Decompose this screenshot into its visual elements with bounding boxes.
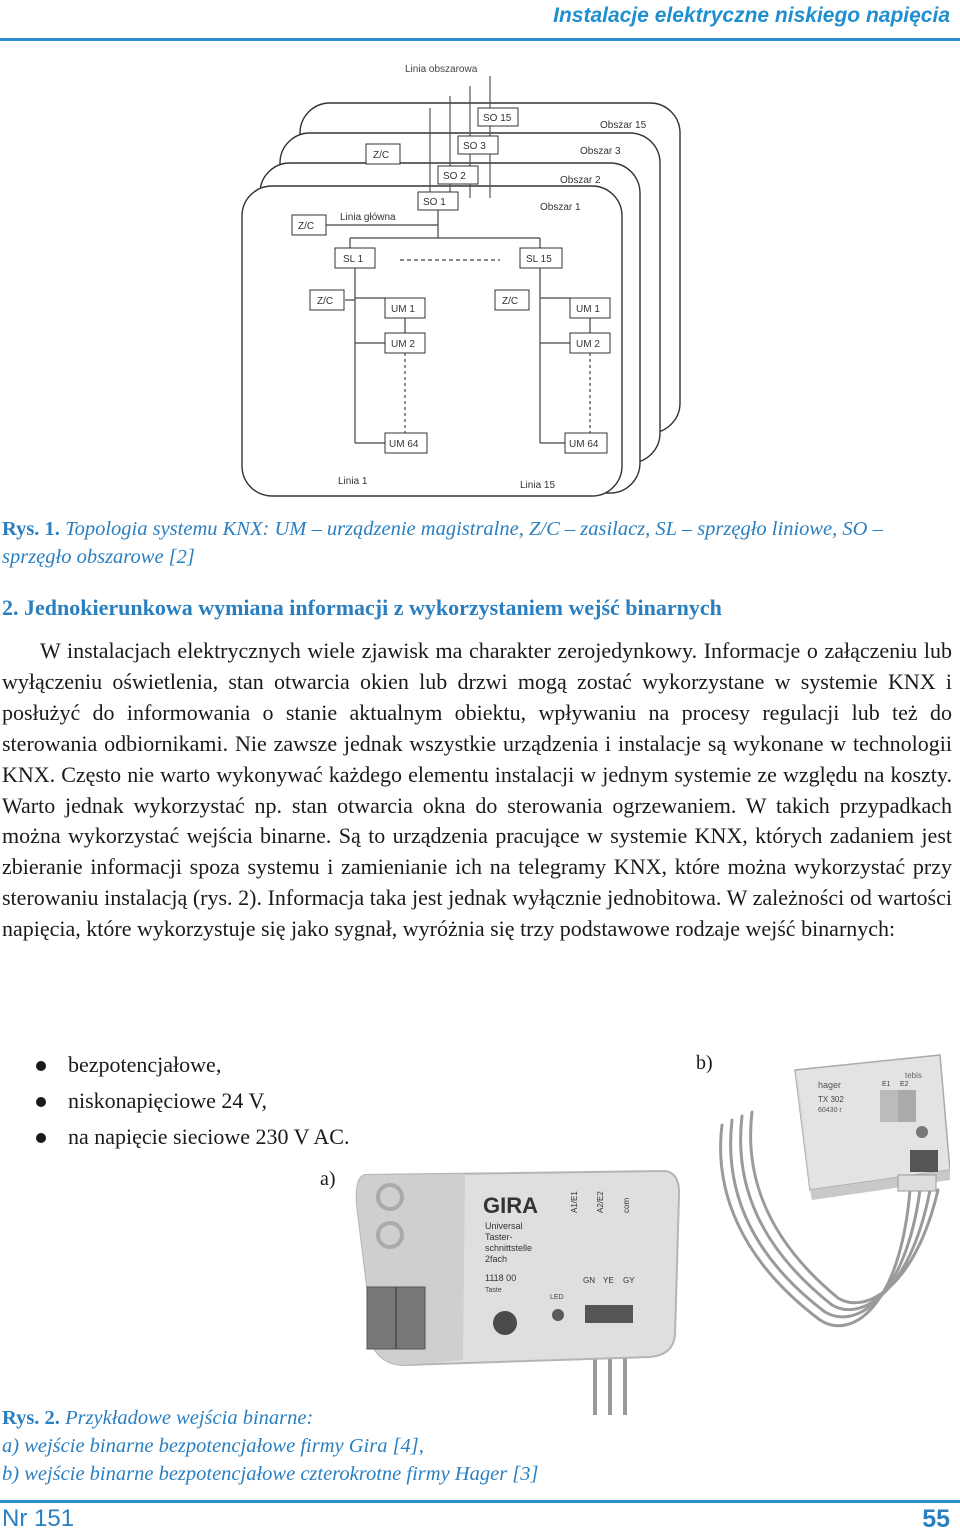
page-header-title: Instalacje elektryczne niskiego napięcia bbox=[553, 4, 950, 27]
gira-line2: Taster- bbox=[485, 1232, 513, 1242]
label-sl1: SL 1 bbox=[343, 254, 364, 265]
label-so2: SO 2 bbox=[443, 171, 466, 182]
gira-led: LED bbox=[550, 1294, 564, 1301]
hager-e1: E1 bbox=[882, 1081, 891, 1088]
gira-code: 1118 00 bbox=[485, 1273, 517, 1283]
gira-ch3: com bbox=[622, 1197, 631, 1213]
figure2-label-a: a) bbox=[320, 1168, 336, 1190]
label-linia-glowna: Linia główna bbox=[340, 212, 396, 223]
gira-w2: YE bbox=[603, 1276, 614, 1285]
gira-line4: 2fach bbox=[485, 1254, 508, 1264]
gira-taste: Taste bbox=[485, 1287, 502, 1294]
figure1-caption-label: Rys. 1. bbox=[2, 518, 60, 540]
label-um2-line15: UM 2 bbox=[576, 339, 600, 350]
label-zc-area: Z/C bbox=[373, 150, 390, 161]
hager-code: 60430 r bbox=[818, 1107, 842, 1114]
label-um2-line1: UM 2 bbox=[391, 339, 415, 350]
hager-brand2: tebis bbox=[905, 1071, 922, 1080]
label-um1-line15: UM 1 bbox=[576, 304, 600, 315]
list-item: bezpotencjałowe, bbox=[28, 1047, 349, 1083]
paragraph-text: W instalacjach elektrycznych wiele zjawisk ma charakter zerojedynkowy. Informacje o załączeniu lub wyłączeniu oświetlenia, stan otwarcia okien lub drzwi mogą zostać wykorzystane w systemie KNX i posłużyć do informowania o stanie aktualnym obiektu, wpływaniu na procesy regulacji lub też do sterowania odbiornikami. Nie zawsze jednak wszystkie urządzenia i instalacje są wykonane w technologii KNX. Często nie warto wykonywać każdego elementu instalacji w jednym systemie ze względu na koszty. Warto jednak wykorzystać np. stan otwarcia okna do sterowania ogrzewaniem. W takich przypadkach można wykorzystać wejścia binarne. Są to urządzenia pracujące w systemie KNX, których zadaniem jest zbieranie informacji spoza systemu i zamienianie ich na telegramy KNX, które można wykorzystać przy sterowaniu instalacją (rys. 2). Informacja taka jest jednak wyłącznie jednobitowa. W zależności od wartości napięcia, które wykorzystuje się jako sygnał, wyróżnia się trzy podstawowe rodzaje wejść binarnych: bbox=[2, 638, 952, 942]
gira-w1: GN bbox=[583, 1276, 595, 1285]
label-obszar1: Obszar 1 bbox=[540, 202, 581, 213]
label-um64-line15: UM 64 bbox=[569, 439, 599, 450]
label-zc-line1: Z/C bbox=[317, 296, 334, 307]
figure1-caption bbox=[2, 515, 952, 571]
gira-ch2: A2/E2 bbox=[596, 1191, 605, 1213]
issue-number: Nr 151 bbox=[2, 1505, 75, 1532]
list-item: niskonapięciowe 24 V, bbox=[28, 1083, 349, 1119]
label-so3: SO 3 bbox=[463, 141, 486, 152]
label-so1: SO 1 bbox=[423, 197, 446, 208]
figure2-caption bbox=[2, 1404, 952, 1488]
body-paragraph bbox=[2, 636, 952, 945]
figure2-label-b: b) bbox=[696, 1052, 713, 1074]
hager-brand: hager bbox=[818, 1080, 842, 1090]
gira-binary-input-image bbox=[345, 1165, 690, 1415]
knx-topology-diagram bbox=[240, 58, 690, 498]
label-linia15: Linia 15 bbox=[520, 480, 556, 491]
page-number: 55 bbox=[922, 1505, 950, 1533]
gira-line3: schnittstelle bbox=[485, 1243, 533, 1253]
gira-brand: GIRA bbox=[483, 1193, 538, 1218]
label-so15: SO 15 bbox=[483, 113, 512, 124]
figure1-caption-text: Topologia systemu KNX: UM – urządzenie magistralne, Z/C – zasilacz, SL – sprzęgło liniowe, SO – sprzęgło obszarowe [2] bbox=[2, 518, 883, 568]
gira-line1: Universal bbox=[485, 1221, 523, 1231]
label-zc-main: Z/C bbox=[298, 221, 315, 232]
label-obszar3: Obszar 3 bbox=[580, 146, 621, 157]
hager-e2: E2 bbox=[900, 1081, 909, 1088]
hager-model: TX 302 bbox=[818, 1095, 844, 1104]
figure2-caption-label: Rys. 2. bbox=[2, 1407, 60, 1429]
gira-ch1: A1/E1 bbox=[570, 1191, 579, 1213]
binary-input-types-list bbox=[28, 1047, 349, 1155]
label-um1-line1: UM 1 bbox=[391, 304, 415, 315]
label-um64-line1: UM 64 bbox=[389, 439, 419, 450]
label-zc-line15: Z/C bbox=[502, 296, 519, 307]
label-linia-obszarowa: Linia obszarowa bbox=[405, 64, 478, 75]
label-linia1: Linia 1 bbox=[338, 476, 368, 487]
bullet-icon bbox=[36, 1061, 46, 1071]
label-sl15: SL 15 bbox=[526, 254, 552, 265]
figure2-caption-intro: Przykładowe wejścia binarne: bbox=[65, 1407, 314, 1429]
gira-w3: GY bbox=[623, 1276, 635, 1285]
header-rule bbox=[0, 38, 960, 41]
bullet-icon bbox=[36, 1133, 46, 1143]
label-obszar15: Obszar 15 bbox=[600, 120, 647, 131]
label-obszar2: Obszar 2 bbox=[560, 175, 601, 186]
section-title: Jednokierunkowa wymiana informacji z wykorzystaniem wejść binarnych bbox=[24, 595, 722, 620]
footer-rule bbox=[0, 1500, 960, 1503]
hager-binary-input-image bbox=[700, 1050, 950, 1390]
section-number: 2. bbox=[2, 595, 19, 620]
list-item: na napięcie sieciowe 230 V AC. bbox=[28, 1119, 349, 1155]
section-heading bbox=[2, 595, 722, 621]
figure2-caption-a: a) wejście binarne bezpotencjałowe firmy Gira [4], bbox=[2, 1435, 424, 1457]
bullet-icon bbox=[36, 1097, 46, 1107]
figure2-caption-b: b) wejście binarne bezpotencjałowe czterokrotne firmy Hager [3] bbox=[2, 1463, 539, 1485]
